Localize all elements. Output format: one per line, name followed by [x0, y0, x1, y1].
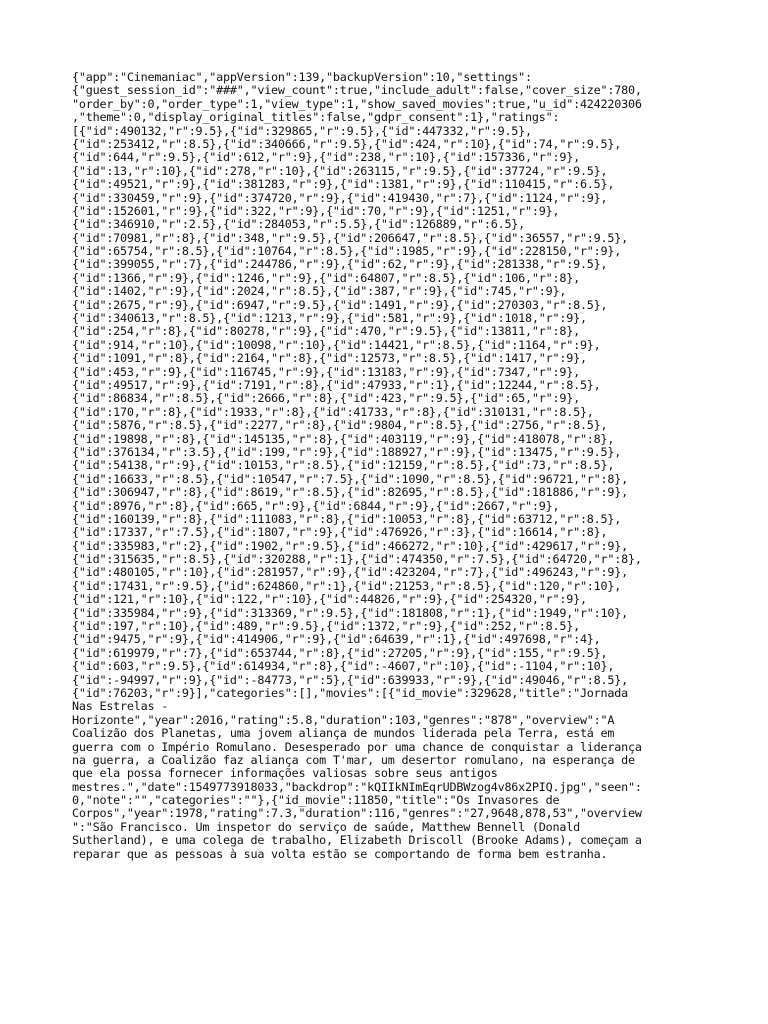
text-line: {"id":340613,"r":8.5},{"id":1213,"r":9},{"id":581,"r":9},{"id":1018,"r":9},: [72, 311, 587, 326]
text-line: {"id":5876,"r":8.5},{"id":2277,"r":8},{"id":9804,"r":8.5},{"id":2756,"r":8.5},: [72, 418, 608, 433]
text-line: "order_by":0,"order_type":1,"view_type":1,"show_saved_movies":true,"u_id":424220306: [72, 96, 642, 111]
text-line: {"id":160139,"r":8},{"id":111083,"r":8},{"id":10053,"r":8},{"id":63712,"r":8.5},: [72, 511, 622, 526]
text-line: {"id":253412,"r":8.5},{"id":340666,"r":9.5},{"id":424,"r":10},{"id":74,"r":9.5},: [72, 136, 622, 151]
text-line: ":"São Francisco. Um inspetor do serviço de saúde, Matthew Bennell (Donald: [72, 819, 580, 834]
text-line: 0,"note":"","categories":""},{"id_movie":11850,"title":"Os Invasores de: [72, 793, 560, 808]
text-line: {"id":170,"r":8},{"id":1933,"r":8},{"id":41733,"r":8},{"id":310131,"r":8.5},: [72, 404, 594, 419]
text-line: {"id":1366,"r":9},{"id":1246,"r":9},{"id":64807,"r":8.5},{"id":106,"r":8},: [72, 270, 580, 285]
text-line: {"id":603,"r":9.5},{"id":614934,"r":8},{"id":-4607,"r":10},{"id":-1104,"r":10},: [72, 659, 615, 674]
text-line: {"id":19898,"r":8},{"id":145135,"r":8},{"id":403119,"r":9},{"id":418078,"r":8},: [72, 431, 615, 446]
text-line: {"id":-94997,"r":9},{"id":-84773,"r":5},{"id":639933,"r":9},{"id":49046,"r":8.5},: [72, 672, 628, 687]
text-line: {"id":13,"r":10},{"id":278,"r":10},{"id":263115,"r":9.5},{"id":37724,"r":9.5},: [72, 163, 608, 178]
text-line: {"id":17337,"r":7.5},{"id":1807,"r":9},{"id":476926,"r":3},{"id":16614,"r":8},: [72, 525, 608, 540]
text-line: {"id":2675,"r":9},{"id":6947,"r":9.5},{"id":1491,"r":9},{"id":270303,"r":8.5},: [72, 297, 608, 312]
text-line: ,"theme":0,"display_original_titles":false,"gdpr_consent":1},"ratings":: [72, 110, 560, 125]
text-line: {"guest_session_id":"###","view_count":true,"include_adult":false,"cover_size":780,: [72, 83, 642, 98]
text-line: {"id":9475,"r":9},{"id":414906,"r":9},{"id":64639,"r":1},{"id":497698,"r":4},: [72, 632, 601, 647]
text-line: {"id":49521,"r":9},{"id":381283,"r":9},{"id":1381,"r":9},{"id":110415,"r":6.5},: [72, 177, 615, 192]
text-line: {"id":8976,"r":8},{"id":665,"r":9},{"id":6844,"r":9},{"id":2667,"r":9},: [72, 498, 560, 513]
text-line: {"id":399055,"r":7},{"id":244786,"r":9},{"id":62,"r":9},{"id":281338,"r":9.5},: [72, 257, 608, 272]
text-line: Nas Estrelas -: [72, 699, 169, 714]
text-line: {"id":152601,"r":9},{"id":322,"r":9},{"id":70,"r":9},{"id":1251,"r":9},: [72, 203, 560, 218]
text-line: {"id":1402,"r":9},{"id":2024,"r":8.5},{"id":387,"r":9},{"id":745,"r":9},: [72, 284, 567, 299]
text-line: {"id":17431,"r":9.5},{"id":624860,"r":1},{"id":21253,"r":8.5},{"id":120,"r":10},: [72, 578, 622, 593]
text-line: {"id":376134,"r":3.5},{"id":199,"r":9},{"id":188927,"r":9},{"id":13475,"r":9.5},: [72, 444, 622, 459]
text-line: mestres.","date":1549773918033,"backdrop":"kQIIkNImEqrUDBWzog4v86x2PIQ.jpg","seen":: [72, 779, 642, 794]
text-line: {"id":49517,"r":9},{"id":7191,"r":8},{"id":47933,"r":1},{"id":12244,"r":8.5},: [72, 377, 601, 392]
text-line: {"id":16633,"r":8.5},{"id":10547,"r":7.5},{"id":1090,"r":8.5},{"id":96721,"r":8},: [72, 471, 628, 486]
text-line: {"id":914,"r":10},{"id":10098,"r":10},{"id":14421,"r":8.5},{"id":1164,"r":9},: [72, 337, 601, 352]
text-line: {"id":644,"r":9.5},{"id":612,"r":9},{"id":238,"r":10},{"id":157336,"r":9},: [72, 150, 580, 165]
text-line: {"id":335984,"r":9},{"id":313369,"r":9.5},{"id":181808,"r":1},{"id":1949,"r":10},: [72, 605, 628, 620]
text-line: Corpos","year":1978,"rating":7.3,"duration":116,"genres":"27,9648,878,53","overview: [72, 806, 642, 821]
text-line: {"id":70981,"r":8},{"id":348,"r":9.5},{"id":206647,"r":8.5},{"id":36557,"r":9.5},: [72, 230, 628, 245]
text-line: {"id":254,"r":8},{"id":80278,"r":9},{"id":470,"r":9.5},{"id":13811,"r":8},: [72, 324, 580, 339]
text-line: {"id":76203,"r":9}],"categories":[],"movies":[{"id_movie":329628,"title":"Jornada: [72, 685, 628, 700]
text-line: na guerra, a Coalizão faz aliança com T'mar, um desertor romulano, na esperança de: [72, 752, 635, 767]
text-line: {"id":1091,"r":8},{"id":2164,"r":8},{"id":12573,"r":8.5},{"id":1417,"r":9},: [72, 351, 587, 366]
text-line: {"id":121,"r":10},{"id":122,"r":10},{"id":44826,"r":9},{"id":254320,"r":9},: [72, 592, 587, 607]
text-line: {"id":335983,"r":2},{"id":1902,"r":9.5},{"id":466272,"r":10},{"id":429617,"r":9},: [72, 538, 628, 553]
text-line: {"id":330459,"r":9},{"id":374720,"r":9},{"id":419430,"r":7},{"id":1124,"r":9},: [72, 190, 608, 205]
json-backup-text: [72, 71, 704, 861]
text-line: {"app":"Cinemaniac","appVersion":139,"backupVersion":10,"settings":: [72, 70, 532, 84]
text-line: {"id":619979,"r":7},{"id":653744,"r":8},{"id":27205,"r":9},{"id":155,"r":9.5},: [72, 645, 608, 660]
text-line: Coalizão dos Planetas, uma jovem aliança de mundos liderada pela Terra, está em: [72, 726, 615, 741]
text-line: Horizonte","year":2016,"rating":5.8,"duration":103,"genres":"878","overview":"A: [72, 712, 615, 727]
text-line: que ela possa fornecer informações valiosas sobre seus antigos: [72, 766, 498, 781]
text-line: guerra com o Império Romulano. Desesperado por uma chance de conquistar a liderança: [72, 739, 642, 754]
text-line: {"id":346910,"r":2.5},{"id":284053,"r":5.5},{"id":126889,"r":6.5},: [72, 217, 526, 232]
text-line: {"id":306947,"r":8},{"id":8619,"r":8.5},{"id":82695,"r":8.5},{"id":181886,"r":9},: [72, 485, 628, 500]
text-line: [{"id":490132,"r":9.5},{"id":329865,"r":9.5},{"id":447332,"r":9.5},: [72, 123, 532, 138]
text-line: {"id":453,"r":9},{"id":116745,"r":9},{"id":13183,"r":9},{"id":7347,"r":9},: [72, 364, 580, 379]
text-line: {"id":65754,"r":8.5},{"id":10764,"r":8.5},{"id":1985,"r":9},{"id":228150,"r":9},: [72, 244, 622, 259]
text-line: {"id":480105,"r":10},{"id":281957,"r":9},{"id":423204,"r":7},{"id":496243,"r":9},: [72, 565, 628, 580]
text-line: {"id":86834,"r":8.5},{"id":2666,"r":8},{"id":423,"r":9.5},{"id":65,"r":9},: [72, 391, 580, 406]
text-line: {"id":54138,"r":9},{"id":10153,"r":8.5},{"id":12159,"r":8.5},{"id":73,"r":8.5},: [72, 458, 615, 473]
text-line: {"id":197,"r":10},{"id":489,"r":9.5},{"id":1372,"r":9},{"id":252,"r":8.5},: [72, 619, 580, 634]
text-line: {"id":315635,"r":8.5},{"id":320288,"r":1},{"id":474350,"r":7.5},{"id":64720,"r":8},: [72, 552, 642, 567]
text-line: reparar que as pessoas à sua volta estão se comportando de forma bem estranha.: [72, 846, 608, 861]
text-line: Sutherland), e uma colega de trabalho, Elizabeth Driscoll (Brooke Adams), começam a: [72, 833, 642, 848]
